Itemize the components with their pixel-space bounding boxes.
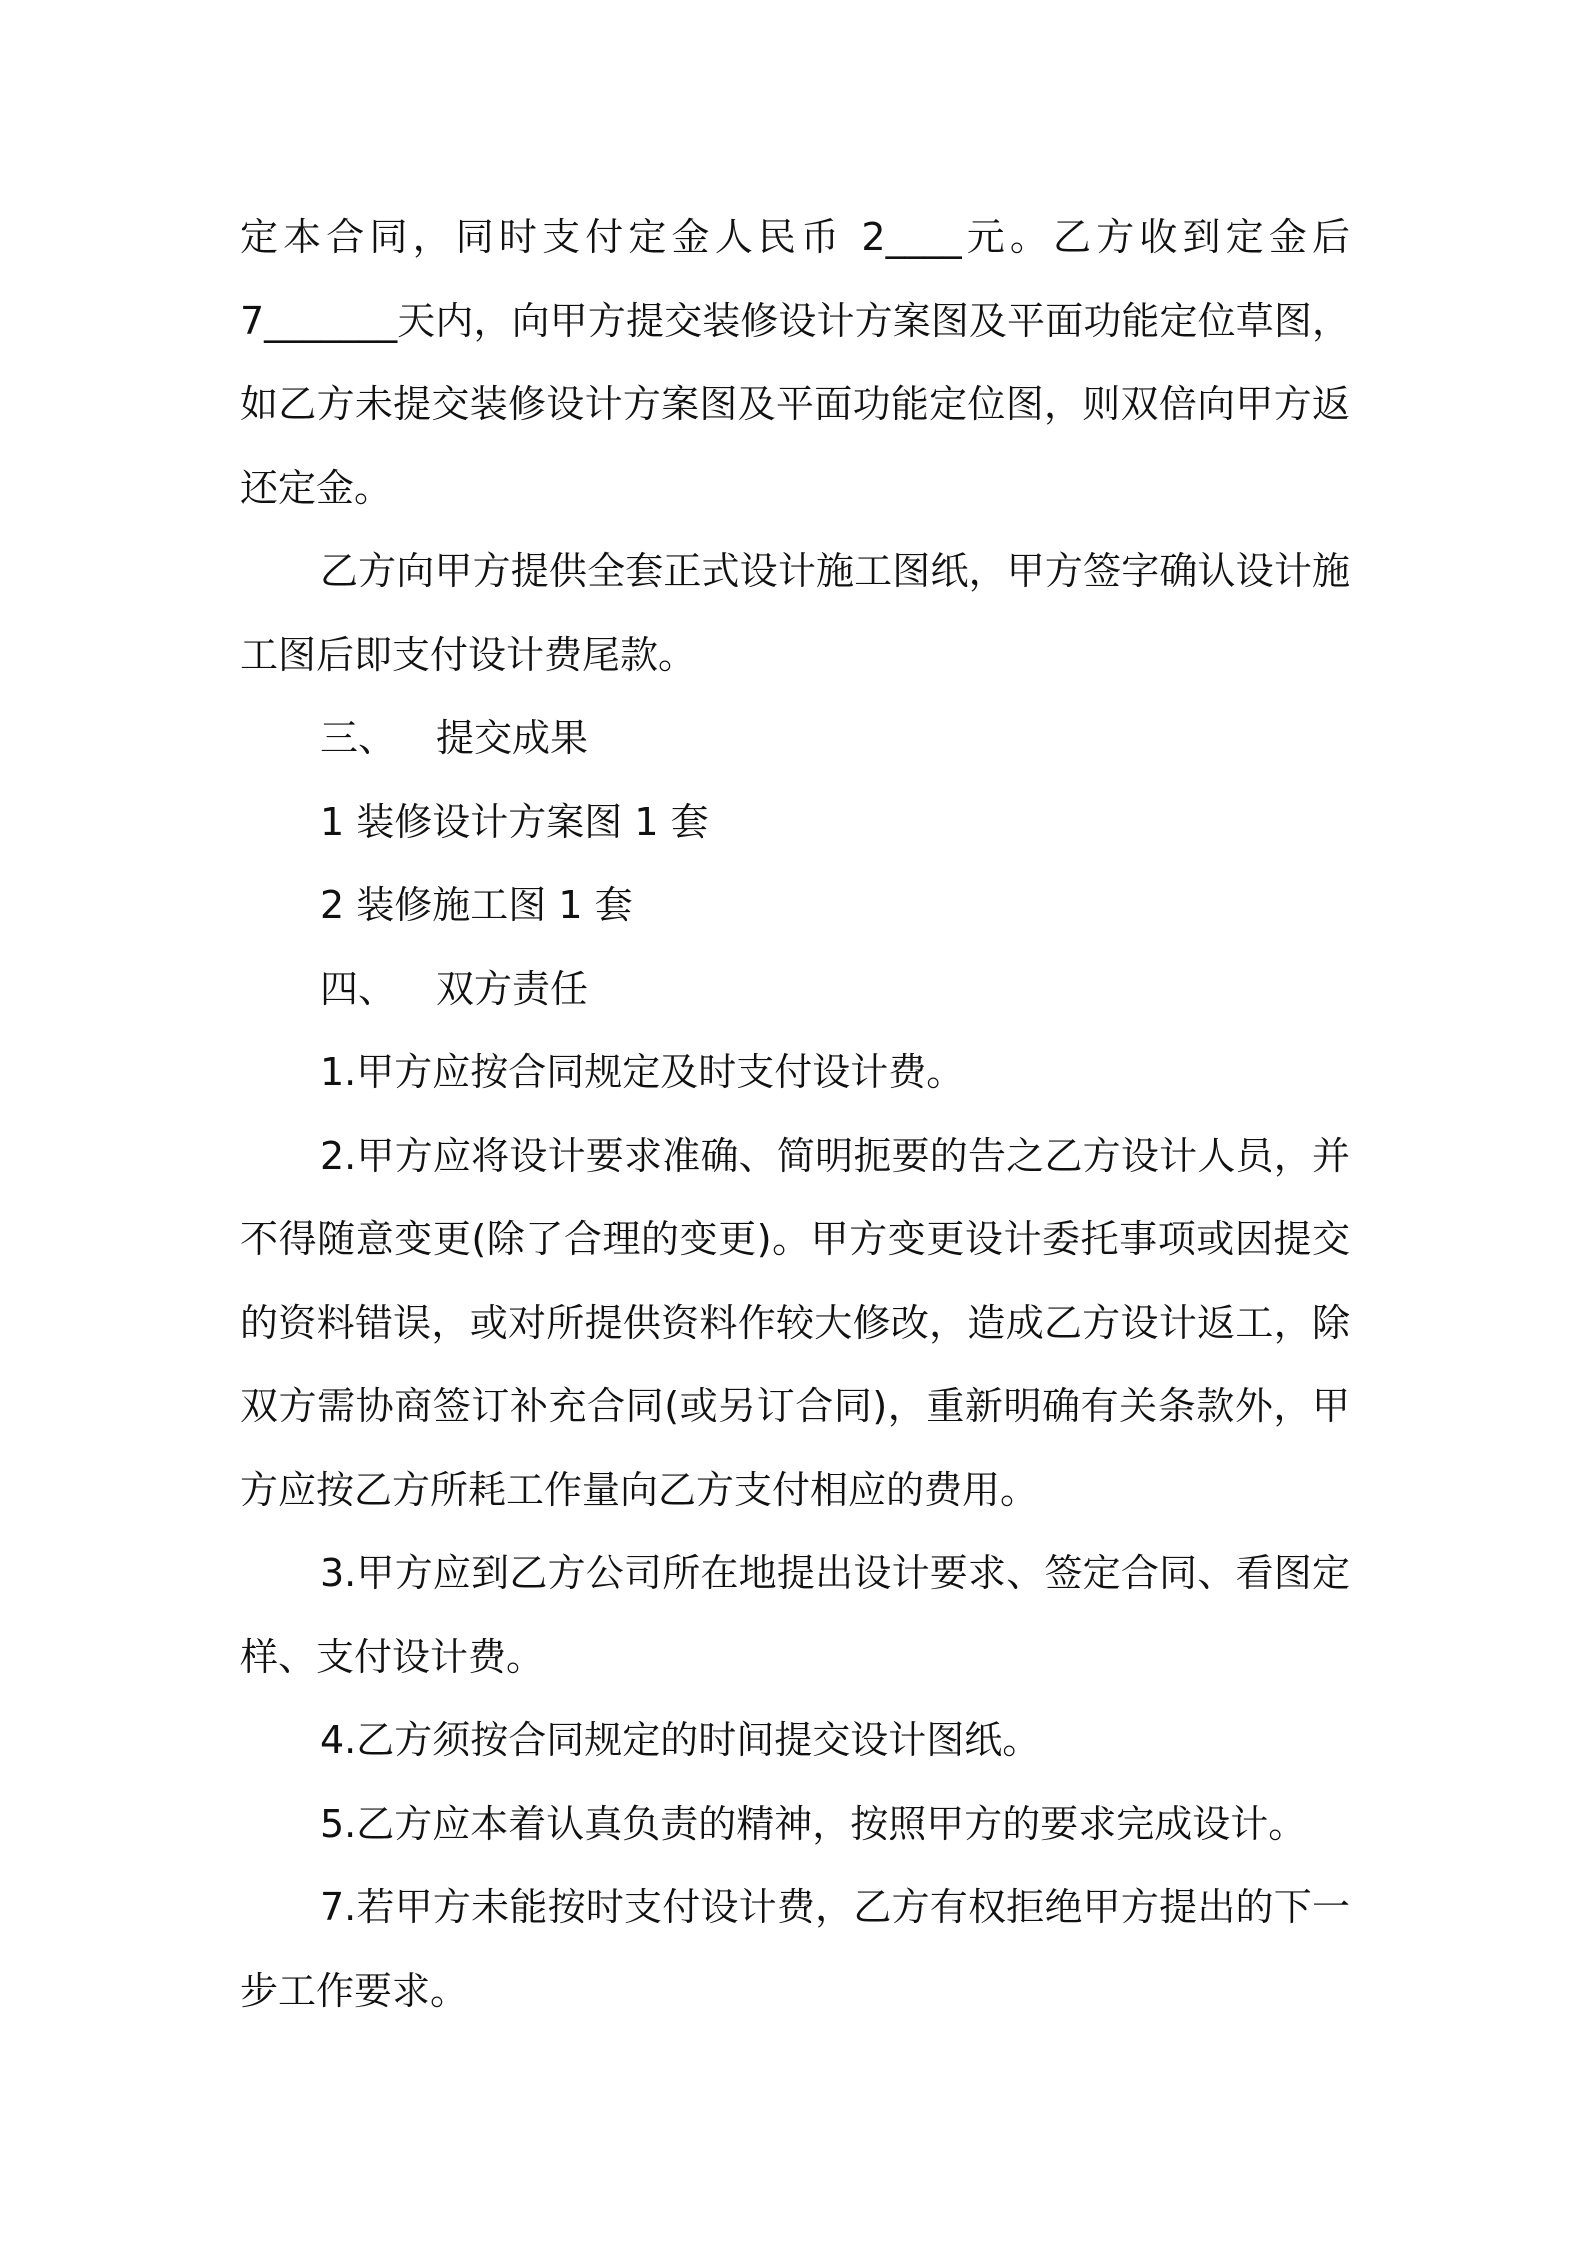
list-item-responsibility-4: 4.乙方须按合同规定的时间提交设计图纸。 xyxy=(320,1718,1041,1762)
section-number: 三、 xyxy=(320,716,397,760)
section-heading-deliverables xyxy=(240,697,1350,781)
document-body xyxy=(240,196,1350,2033)
list-item-responsibility-2: 2.甲方应将设计要求准确、简明扼要的告之乙方设计人员，并不得随意变更(除了合理的变更)。甲方变更设计委托事项或因提交的资料错误，或对所提供资料作较大修改，造成乙方设计返工，除双方需协商签订补充合同(或另订合同)，重新明确有关条款外，甲方应按乙方所耗工作量向乙方支付相应的费用。 xyxy=(240,1133,1350,1512)
section-title: 提交成果 xyxy=(436,716,589,760)
list-item-responsibility-7: 7.若甲方未能按时支付设计费，乙方有权拒绝甲方提出的下一步工作要求。 xyxy=(240,1885,1350,2013)
list-item-deliverable-1: 1 装修设计方案图 1 套 xyxy=(320,799,709,844)
list-item-deliverable-2: 2 装修施工图 1 套 xyxy=(320,883,633,927)
section-number: 四、 xyxy=(320,966,397,1011)
list-item-responsibility-1: 1.甲方应按合同规定及时支付设计费。 xyxy=(320,1050,965,1094)
paragraph-final-payment: 乙方向甲方提供全套正式设计施工图纸，甲方签字确认设计施工图后即支付设计费尾款。 xyxy=(240,549,1350,677)
section-heading-responsibilities xyxy=(240,948,1350,1032)
list-item-responsibility-5: 5.乙方应本着认真负责的精神，按照甲方的要求完成设计。 xyxy=(320,1801,1307,1846)
list-item-responsibility-3: 3.甲方应到乙方公司所在地提出设计要求、签定合同、看图定样、支付设计费。 xyxy=(240,1551,1350,1679)
section-title: 双方责任 xyxy=(436,966,589,1011)
paragraph-deposit-terms: 定本合同，同时支付定金人民币 2____元。乙方收到定金后7_______天内，向甲方提交装修设计方案图及平面功能定位草图，如乙方未提交装修设计方案图及平面功能定位图，则双倍向甲方返还定金。 xyxy=(240,215,1350,510)
